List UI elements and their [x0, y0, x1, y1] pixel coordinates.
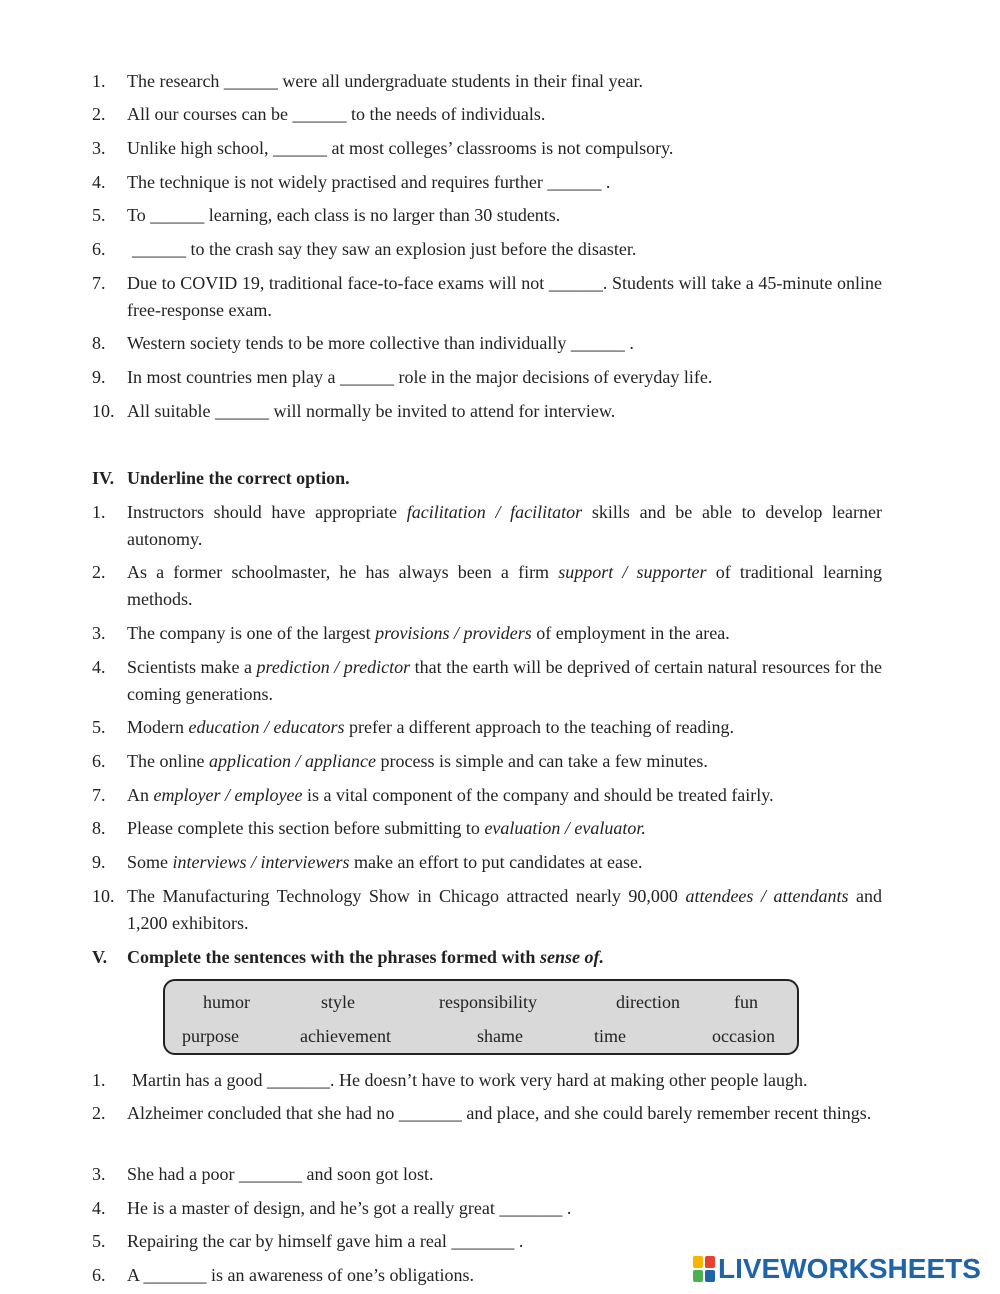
item-number: 2.: [92, 562, 106, 582]
word-box: [163, 979, 799, 1055]
item-number: 2.: [92, 1103, 106, 1123]
item-number: 8.: [92, 818, 106, 838]
item-number: 8.: [92, 333, 106, 353]
section-4-heading: [92, 465, 882, 492]
word-responsibility: responsibility: [439, 992, 537, 1012]
word-shame: shame: [477, 1026, 523, 1046]
s4-item-1: [92, 499, 882, 553]
s3-item-10: [92, 398, 882, 425]
s5-item-1: [92, 1067, 882, 1094]
text-segment: skills and be able to develop learner autonomy.: [127, 502, 882, 549]
word-purpose: purpose: [182, 1026, 239, 1046]
item-number: 3.: [92, 138, 106, 158]
liveworksheets-logo-icon: [693, 1256, 715, 1282]
item-number: 9.: [92, 852, 106, 872]
item-text: [127, 883, 882, 937]
text-segment: The Manufacturing Technology Show in Chicago attracted nearly 90,000: [127, 886, 686, 906]
item-number: 1.: [92, 502, 106, 522]
logo-block-1: [693, 1256, 703, 1268]
item-text: [127, 202, 882, 229]
option-choice: prediction / predictor: [256, 657, 411, 677]
text-segment: Western society tends to be more collective than individually ______ .: [127, 333, 634, 353]
s3-item-2: [92, 101, 882, 128]
item-text: [127, 236, 882, 263]
logo-block-3: [693, 1270, 703, 1282]
item-number: 7.: [92, 785, 106, 805]
word-occasion: occasion: [712, 1026, 775, 1046]
item-text: [127, 135, 882, 162]
item-number: 6.: [92, 751, 106, 771]
s5-item-2: [92, 1100, 882, 1127]
item-number: 3.: [92, 623, 106, 643]
item-text: [127, 398, 882, 425]
item-text: [127, 1195, 882, 1222]
s3-item-4: [92, 169, 882, 196]
item-text: [127, 1228, 882, 1255]
s4-item-2: [92, 559, 882, 613]
item-text: [127, 815, 882, 842]
text-segment: Repairing the car by himself gave him a real _______ .: [127, 1231, 524, 1251]
text-segment: Instructors should have appropriate: [127, 502, 407, 522]
text-segment: process is simple and can take a few minutes.: [375, 751, 708, 771]
s5-item-5: [92, 1228, 882, 1255]
s3-item-8: [92, 330, 882, 357]
option-choice: evaluation / evaluator.: [484, 818, 646, 838]
item-number: 4.: [92, 657, 106, 677]
item-text: [127, 559, 882, 613]
text-segment: Modern: [127, 717, 189, 737]
item-text: [127, 782, 882, 809]
s3-item-6: [92, 236, 882, 263]
text-segment: prefer a different approach to the teaching of reading.: [344, 717, 734, 737]
text-segment: Martin has a good _______. He doesn’t have to work very hard at making other people laugh.: [132, 1070, 808, 1090]
s3-item-5: [92, 202, 882, 229]
item-number: 6.: [92, 1265, 106, 1285]
logo-block-2: [705, 1256, 715, 1268]
s4-item-5: [92, 714, 882, 741]
s5-item-4: [92, 1195, 882, 1222]
item-number: 5.: [92, 717, 106, 737]
item-number: 4.: [92, 1198, 106, 1218]
item-text: [127, 270, 882, 324]
item-text: [127, 714, 882, 741]
option-choice: provisions / providers: [375, 623, 532, 643]
text-segment: Due to COVID 19, traditional face-to-face exams will not ______. Students will take a 45-minute online free-response exam.: [127, 273, 882, 320]
word-achievement: achievement: [300, 1026, 391, 1046]
text-segment: that the earth will be deprived of certain natural resources for the coming generations.: [127, 657, 882, 704]
text-segment: All suitable ______ will normally be invited to attend for interview.: [127, 401, 616, 421]
section-title: Underline the correct option.: [127, 468, 350, 488]
s5-item-3: [92, 1161, 882, 1188]
option-choice: facilitation / facilitator: [406, 502, 583, 522]
text-segment: and 1,200 exhibitors.: [127, 886, 882, 933]
item-text: [127, 499, 882, 553]
text-segment: make an effort to put candidates at ease.: [349, 852, 643, 872]
word-style: style: [321, 992, 355, 1012]
text-segment: An: [127, 785, 154, 805]
item-number: 7.: [92, 273, 106, 293]
s3-item-7: [92, 270, 882, 324]
text-segment: of employment in the area.: [531, 623, 730, 643]
text-segment: The online: [127, 751, 209, 771]
option-choice: attendees / attendants: [685, 886, 849, 906]
s3-item-9: [92, 364, 882, 391]
s4-item-6: [92, 748, 882, 775]
s4-item-9: [92, 849, 882, 876]
text-segment: Some: [127, 852, 173, 872]
section-title: [127, 944, 882, 971]
text-segment: As a former schoolmaster, he has always been a firm: [127, 562, 559, 582]
item-text: [127, 169, 882, 196]
item-number: 9.: [92, 367, 106, 387]
item-number: 2.: [92, 104, 106, 124]
word-time: time: [594, 1026, 626, 1046]
item-number: 4.: [92, 172, 106, 192]
item-number: 5.: [92, 205, 106, 225]
text-segment: A _______ is an awareness of one’s obligations.: [127, 1265, 474, 1285]
item-text: [127, 330, 882, 357]
section-number: IV.: [92, 468, 115, 488]
option-choice: education / educators: [188, 717, 345, 737]
item-number: 6.: [92, 239, 106, 259]
text-segment: He is a master of design, and he’s got a really great _______ .: [127, 1198, 572, 1218]
s4-item-4: [92, 654, 882, 708]
item-text: [127, 1067, 882, 1094]
text-segment: Please complete this section before submitting to: [127, 818, 485, 838]
text-segment: In most countries men play a ______ role in the major decisions of everyday life.: [127, 367, 713, 387]
text-segment: She had a poor _______ and soon got lost.: [127, 1164, 434, 1184]
item-number: 1.: [92, 1070, 106, 1090]
word-fun: fun: [734, 992, 758, 1012]
s4-item-3: [92, 620, 882, 647]
s4-item-8: [92, 815, 882, 842]
section-title-text: Complete the sentences with the phrases formed with: [127, 947, 540, 967]
s3-item-1: [92, 68, 882, 95]
text-segment: of traditional learning methods.: [127, 562, 882, 609]
text-segment: The technique is not widely practised and requires further ______ .: [127, 172, 611, 192]
item-number: 1.: [92, 71, 106, 91]
item-text: [127, 101, 882, 128]
word-humor: humor: [203, 992, 250, 1012]
s3-item-3: [92, 135, 882, 162]
logo-text: LIVEWORKSHEETS: [718, 1253, 981, 1284]
option-choice: support / supporter: [558, 562, 707, 582]
item-number: 3.: [92, 1164, 106, 1184]
item-number: 5.: [92, 1231, 106, 1251]
item-text: [127, 849, 882, 876]
item-text: [127, 620, 882, 647]
option-choice: employer / employee: [153, 785, 303, 805]
s4-item-7: [92, 782, 882, 809]
text-segment: Scientists make a: [127, 657, 257, 677]
item-text: [127, 1161, 882, 1188]
item-number: 10.: [92, 401, 115, 421]
item-text: [127, 748, 882, 775]
logo-block-4: [705, 1270, 715, 1282]
s4-item-10: [92, 883, 882, 937]
liveworksheets-logo[interactable]: [693, 1254, 981, 1284]
item-text: [127, 1100, 882, 1127]
word-direction: direction: [616, 992, 680, 1012]
item-text: [127, 654, 882, 708]
item-number: 10.: [92, 886, 115, 906]
option-choice: application / appliance: [208, 751, 376, 771]
text-segment: The research ______ were all undergraduate students in their final year.: [127, 71, 643, 91]
item-text: [127, 364, 882, 391]
text-segment: To ______ learning, each class is no larger than 30 students.: [127, 205, 561, 225]
section-5-heading: [92, 944, 882, 971]
option-choice: interviews / interviewers: [172, 852, 350, 872]
section-title-italic: sense of.: [539, 947, 604, 967]
section-number: V.: [92, 947, 108, 967]
text-segment: ______ to the crash say they saw an explosion just before the disaster.: [132, 239, 637, 259]
text-segment: The company is one of the largest: [127, 623, 376, 643]
text-segment: is a vital component of the company and should be treated fairly.: [302, 785, 774, 805]
text-segment: Unlike high school, ______ at most colleges’ classrooms is not compulsory.: [127, 138, 674, 158]
text-segment: All our courses can be ______ to the needs of individuals.: [127, 104, 546, 124]
text-segment: Alzheimer concluded that she had no _______ and place, and she could barely remember recent things.: [127, 1103, 872, 1123]
item-text: [127, 68, 882, 95]
